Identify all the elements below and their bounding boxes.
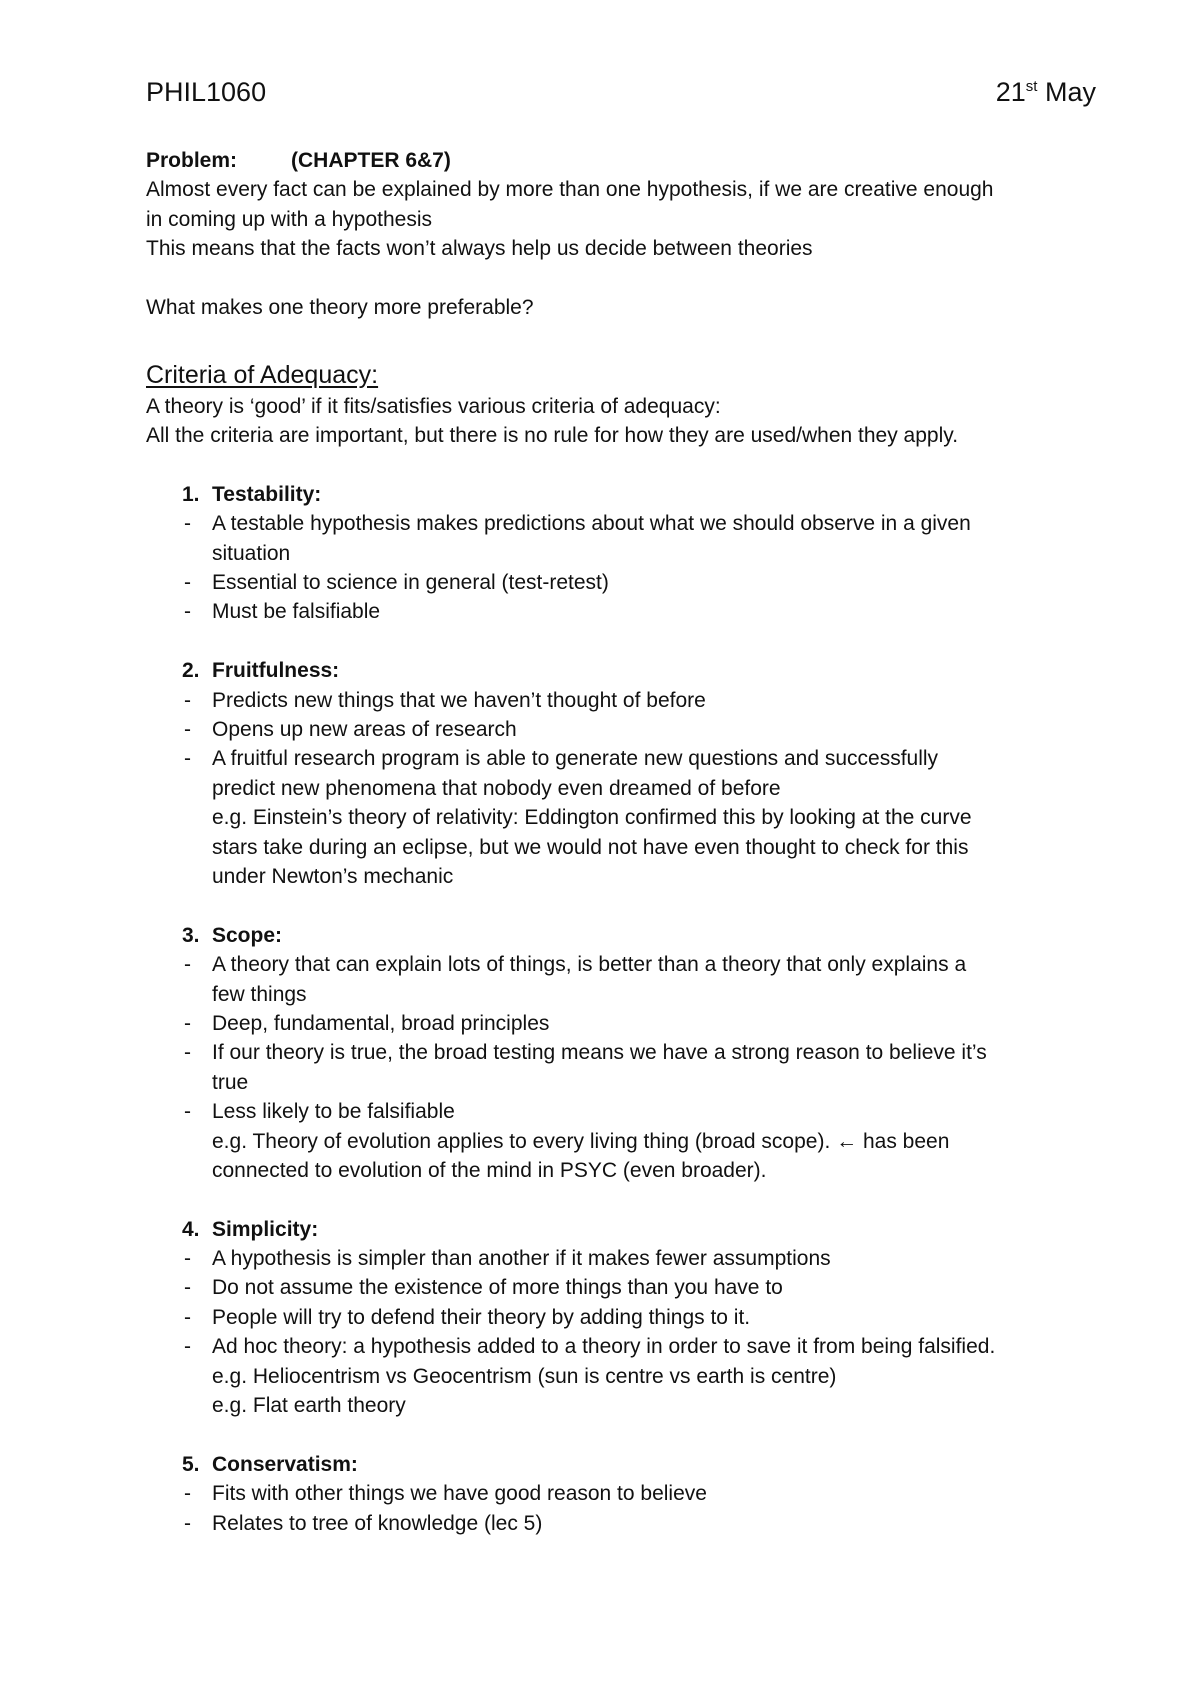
bullet-item <box>146 686 1096 715</box>
criterion-heading <box>146 480 1096 509</box>
bullet-item <box>146 1479 1096 1508</box>
bullet-continuation: e.g. Einstein’s theory of relativity: Eddington confirmed this by looking at the curve <box>212 806 972 830</box>
criterion-item <box>146 1215 1096 1421</box>
bullet-continuation: predict new phenomena that nobody even dreamed of before <box>212 776 781 800</box>
bullet-dash: - <box>184 1041 191 1065</box>
bullet-item <box>146 1332 1096 1361</box>
bullet-item <box>146 1303 1096 1332</box>
problem-label: Problem: <box>146 149 238 172</box>
bullet-text: Essential to science in general (test-retest) <box>212 571 609 595</box>
bullet-continuation: stars take during an eclipse, but we would not have even thought to check for this <box>212 835 969 859</box>
criterion-item <box>146 921 1096 1186</box>
bullet-text: Relates to tree of knowledge (lec 5) <box>212 1511 543 1535</box>
criterion-title: Scope: <box>212 923 283 947</box>
criterion-number: 2. <box>182 659 200 683</box>
criterion-title: Simplicity: <box>212 1217 319 1241</box>
bullet-continuation: e.g. Theory of evolution applies to every living thing (broad scope). ← has been <box>212 1129 950 1153</box>
criterion-title: Conservatism: <box>212 1452 358 1476</box>
criterion-item <box>146 480 1096 627</box>
criterion-heading <box>146 656 1096 685</box>
date-month: May <box>1044 77 1096 107</box>
spacer <box>146 891 1096 920</box>
criteria-intro-line: All the criteria are important, but there is no rule for how they are used/when they apply. <box>146 424 959 448</box>
bullet-item <box>146 1009 1096 1038</box>
bullet-continuation: e.g. Heliocentrism vs Geocentrism (sun is centre vs earth is centre) <box>212 1364 837 1388</box>
bullet-item <box>146 715 1096 744</box>
bullet-text: A testable hypothesis makes predictions about what we should observe in a given <box>212 512 971 536</box>
bullet-text: If our theory is true, the broad testing means we have a strong reason to believe it’s <box>212 1041 987 1065</box>
criterion-number: 3. <box>182 923 200 947</box>
bullet-dash: - <box>184 1482 191 1506</box>
problem-heading <box>146 146 1096 175</box>
criterion-heading <box>146 921 1096 950</box>
criterion-heading <box>146 1450 1096 1479</box>
bullet-text: Less likely to be falsifiable <box>212 1100 455 1124</box>
bullet-item <box>146 568 1096 597</box>
problem-question: What makes one theory more preferable? <box>146 295 534 319</box>
bullet-text: Deep, fundamental, broad principles <box>212 1011 550 1035</box>
bullet-text: A fruitful research program is able to generate new questions and successfully <box>212 747 939 771</box>
bullet-continuation: under Newton’s mechanic <box>212 864 454 888</box>
bullet-continuation: few things <box>212 982 307 1006</box>
chapter-reference: (CHAPTER 6&7) <box>291 149 451 172</box>
criterion-number: 1. <box>182 482 200 506</box>
bullet-text: A theory that can explain lots of things, is better than a theory that only explains a <box>212 953 967 977</box>
bullet-item <box>146 1509 1096 1538</box>
bullet-text: Opens up new areas of research <box>212 718 517 742</box>
bullet-continuation: connected to evolution of the mind in PSYC (even broader). <box>212 1158 767 1182</box>
bullet-dash: - <box>184 1100 191 1124</box>
problem-line: Almost every fact can be explained by more than one hypothesis, if we are creative enough <box>146 178 994 202</box>
problem-line: in coming up with a hypothesis <box>146 207 432 231</box>
bullet-dash: - <box>184 1276 191 1300</box>
bullet-item <box>146 1273 1096 1302</box>
bullet-item <box>146 597 1096 626</box>
bullet-text: People will try to defend their theory by adding things to it. <box>212 1305 751 1329</box>
date <box>996 74 1096 110</box>
bullet-item <box>146 1244 1096 1273</box>
criterion-number: 4. <box>182 1217 200 1241</box>
bullet-dash: - <box>184 1335 191 1359</box>
bullet-dash: - <box>184 1305 191 1329</box>
bullet-continuation: true <box>212 1070 249 1094</box>
bullet-dash: - <box>184 512 191 536</box>
bullet-text: Must be falsifiable <box>212 600 381 624</box>
bullet-dash: - <box>184 953 191 977</box>
bullet-text: Predicts new things that we haven’t thought of before <box>212 688 706 712</box>
spacer <box>146 451 1096 480</box>
criterion-title: Fruitfulness: <box>212 659 340 683</box>
bullet-text: A hypothesis is simpler than another if it makes fewer assumptions <box>212 1247 831 1271</box>
page-header <box>146 74 1096 110</box>
bullet-dash: - <box>184 1247 191 1271</box>
criterion-title: Testability: <box>212 482 322 506</box>
bullet-dash: - <box>184 571 191 595</box>
course-code: PHIL1060 <box>146 77 267 107</box>
criteria-title: Criteria of Adequacy: <box>146 360 379 389</box>
bullet-text: Fits with other things we have good reason to believe <box>212 1482 707 1506</box>
spacer <box>146 1420 1096 1449</box>
bullet-dash: - <box>184 1011 191 1035</box>
bullet-dash: - <box>184 600 191 624</box>
spacer <box>146 264 1096 293</box>
criterion-item <box>146 656 1096 891</box>
bullet-item <box>146 744 1096 773</box>
criterion-item <box>146 1450 1096 1538</box>
bullet-continuation: e.g. Flat earth theory <box>212 1394 406 1418</box>
bullet-dash: - <box>184 747 191 771</box>
spacer <box>146 1185 1096 1214</box>
criterion-heading <box>146 1215 1096 1244</box>
spacer <box>146 322 1096 351</box>
criterion-number: 5. <box>182 1452 200 1476</box>
spacer <box>146 627 1096 656</box>
criteria-list <box>146 451 1096 1538</box>
bullet-item <box>146 1038 1096 1067</box>
bullet-dash: - <box>184 688 191 712</box>
bullet-text: Do not assume the existence of more things than you have to <box>212 1276 783 1300</box>
bullet-dash: - <box>184 1511 191 1535</box>
date-suffix: st <box>1025 78 1038 95</box>
bullet-item <box>146 509 1096 538</box>
criteria-intro-line: A theory is ‘good’ if it fits/satisfies various criteria of adequacy: <box>146 394 721 418</box>
problem-line: This means that the facts won’t always help us decide between theories <box>146 237 813 261</box>
date-day: 21 <box>995 77 1026 107</box>
notes-body <box>146 146 1096 1538</box>
bullet-text: Ad hoc theory: a hypothesis added to a theory in order to save it from being falsified. <box>212 1335 996 1359</box>
bullet-item <box>146 1097 1096 1126</box>
bullet-dash: - <box>184 718 191 742</box>
bullet-continuation: situation <box>212 541 291 565</box>
bullet-item <box>146 950 1096 979</box>
